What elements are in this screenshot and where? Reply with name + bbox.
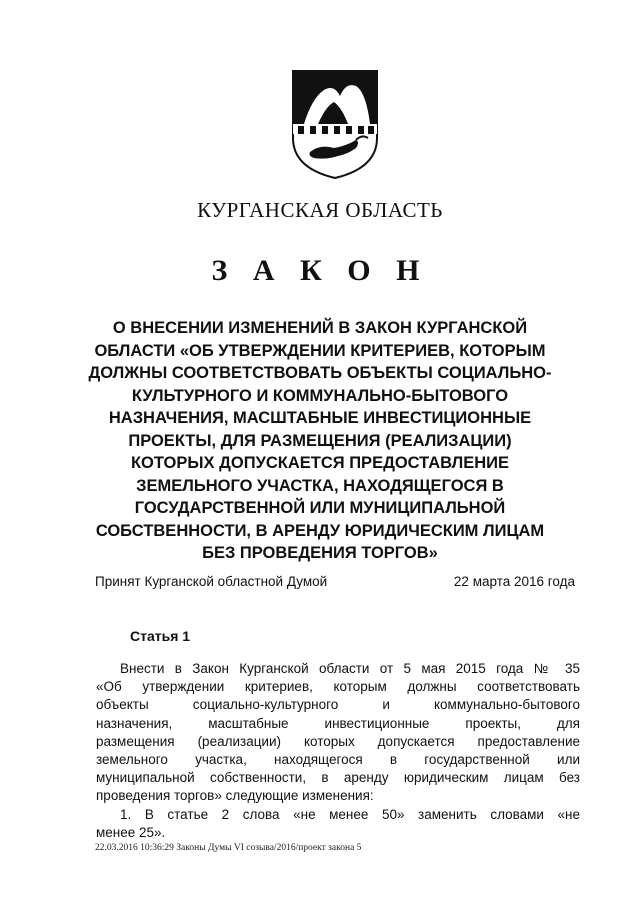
file-stamp-footer: 22.03.2016 10:36:29 Законы Думы VI созыва/2016/проект закона 5 (95, 843, 362, 853)
law-title-line: КУЛЬТУРНОГО И КОММУНАЛЬНО-БЫТОВОГО (131, 386, 509, 405)
article-line: менее 25». (96, 824, 166, 840)
law-title-line: ГОСУДАРСТВЕННОЙ ИЛИ МУНИЦИПАЛЬНОЙ (134, 499, 506, 517)
coat-of-arms-emblem (290, 68, 380, 180)
article-line: назначения, масштабные инвестиционные проекты, для (96, 715, 580, 731)
law-title (80, 317, 560, 565)
adopting-body: Принят Курганской областной Думой (95, 574, 328, 589)
article-line: проведения торгов» следующие изменения: (96, 788, 374, 804)
article-line: 1. В статье 2 слова «не менее 50» заменить словами «не (120, 806, 580, 822)
article-body (96, 660, 580, 842)
article-heading: Статья 1 (130, 628, 191, 644)
law-title-line: СОБСТВЕННОСТИ, В АРЕНДУ ЮРИДИЧЕСКИМ ЛИЦАМ (95, 521, 545, 540)
article-line: размещения (реализации) которых допускается предоставление (96, 733, 580, 749)
law-title-line: ЗЕМЕЛЬНОГО УЧАСТКА, НАХОДЯЩЕГОСЯ В (136, 476, 504, 495)
article-line: муниципальной собственности, в аренду юридическим лицам без (96, 770, 580, 786)
document-type: З А К О Н (211, 254, 429, 287)
adoption-info (95, 574, 575, 594)
article-line: объекты социально-культурного и коммунально-бытового (96, 697, 580, 713)
region-name: КУРГАНСКАЯ ОБЛАСТЬ (197, 198, 443, 222)
law-title-line: КОТОРЫХ ДОПУСКАЕТСЯ ПРЕДОСТАВЛЕНИЕ (130, 454, 509, 472)
law-title-line: ОБЛАСТИ «ОБ УТВЕРЖДЕНИИ КРИТЕРИЕВ, КОТОРЫМ (94, 341, 546, 360)
article-line: Внести в Закон Курганской области от 5 мая 2015 года № 35 (120, 661, 580, 676)
adoption-date: 22 марта 2016 года (453, 574, 575, 589)
article-line: земельного участка, находящегося в государственной или (96, 751, 580, 767)
law-title-line: НАЗНАЧЕНИЯ, МАСШТАБНЫЕ ИНВЕСТИЦИОННЫЕ (108, 409, 532, 427)
law-title-line: О ВНЕСЕНИИ ИЗМЕНЕНИЙ В ЗАКОН КУРГАНСКОЙ (112, 319, 528, 337)
article-line: «Об утверждении критериев, которым должны соответствовать (96, 679, 580, 695)
law-title-line: ДОЛЖНЫ СООТВЕТСТВОВАТЬ ОБЪЕКТЫ СОЦИАЛЬНО- (88, 364, 552, 382)
law-title-line: ПРОЕКТЫ, ДЛЯ РАЗМЕЩЕНИЯ (РЕАЛИЗАЦИИ) (128, 431, 512, 450)
law-title-line: БЕЗ ПРОВЕДЕНИЯ ТОРГОВ» (202, 544, 438, 562)
